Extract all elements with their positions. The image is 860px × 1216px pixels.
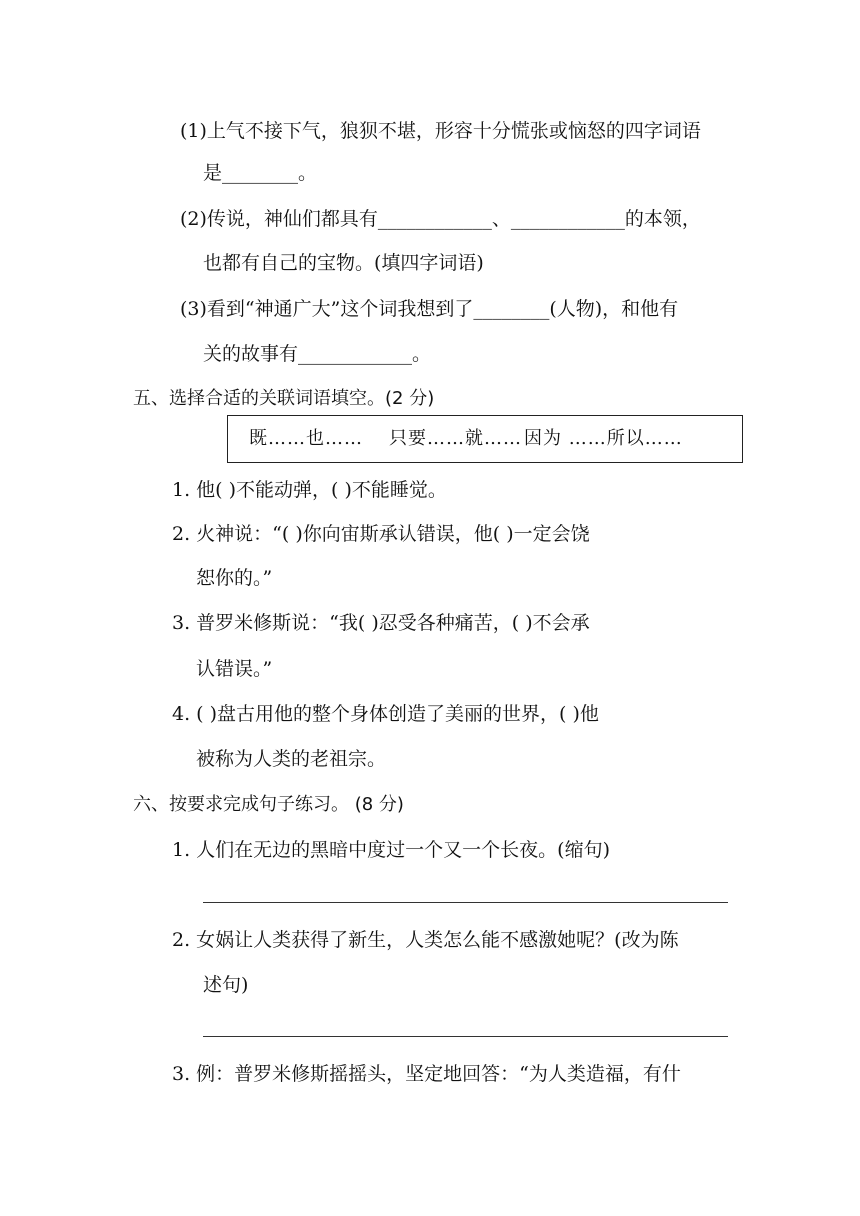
q4-3-line2: 关的故事有____________。 xyxy=(203,343,432,365)
q4-2-line2: 也都有自己的宝物。(填四字词语) xyxy=(203,252,484,274)
q6-2-line1: 2. 女娲让人类获得了新生，人类怎么能不感激她呢？(改为陈 xyxy=(172,929,679,951)
q6-3-line1: 3. 例：普罗米修斯摇摇头，坚定地回答：“为人类造福，有什 xyxy=(172,1063,681,1085)
q6-2-line2: 述句) xyxy=(203,974,249,996)
q5-1-line1: 1. 他( )不能动弹，( )不能睡觉。 xyxy=(172,479,447,501)
q5-4-line2: 被称为人类的老祖宗。 xyxy=(196,748,387,770)
option-2: 只要……就…… xyxy=(389,428,522,449)
q5-4-line1: 4. ( )盘古用他的整个身体创造了美丽的世界，( )他 xyxy=(172,703,599,725)
q6-2-answer-line[interactable] xyxy=(203,1036,728,1037)
q4-1-line1: (1)上气不接下气，狼狈不堪，形容十分慌张或恼怒的四字词语 xyxy=(180,120,701,142)
q4-2-line1: (2)传说，神仙们都具有____________、____________的本领， xyxy=(180,208,701,230)
q5-2-line1: 2. 火神说：“( )你向宙斯承认错误，他( )一定会饶 xyxy=(172,523,590,545)
q5-2-line2: 恕你的。” xyxy=(196,567,273,589)
option-3: 因为 ……所以…… xyxy=(524,428,683,449)
connective-options-box xyxy=(227,415,743,463)
q4-3-line1: (3)看到“神通广大”这个词我想到了________(人物)，和他有 xyxy=(180,298,679,320)
q6-1-line1: 1. 人们在无边的黑暗中度过一个又一个长夜。(缩句) xyxy=(172,839,610,861)
option-1: 既……也…… xyxy=(249,428,363,449)
q4-1-line2: 是________。 xyxy=(203,162,318,184)
section-6-heading: 六、按要求完成句子练习。 (8 分) xyxy=(133,794,404,815)
q5-3-line1: 3. 普罗米修斯说：“我( )忍受各种痛苦，( )不会承 xyxy=(172,612,590,634)
q6-1-answer-line[interactable] xyxy=(203,902,728,903)
section-5-heading: 五、选择合适的关联词语填空。(2 分) xyxy=(133,388,435,409)
q5-3-line2: 认错误。” xyxy=(196,658,273,680)
